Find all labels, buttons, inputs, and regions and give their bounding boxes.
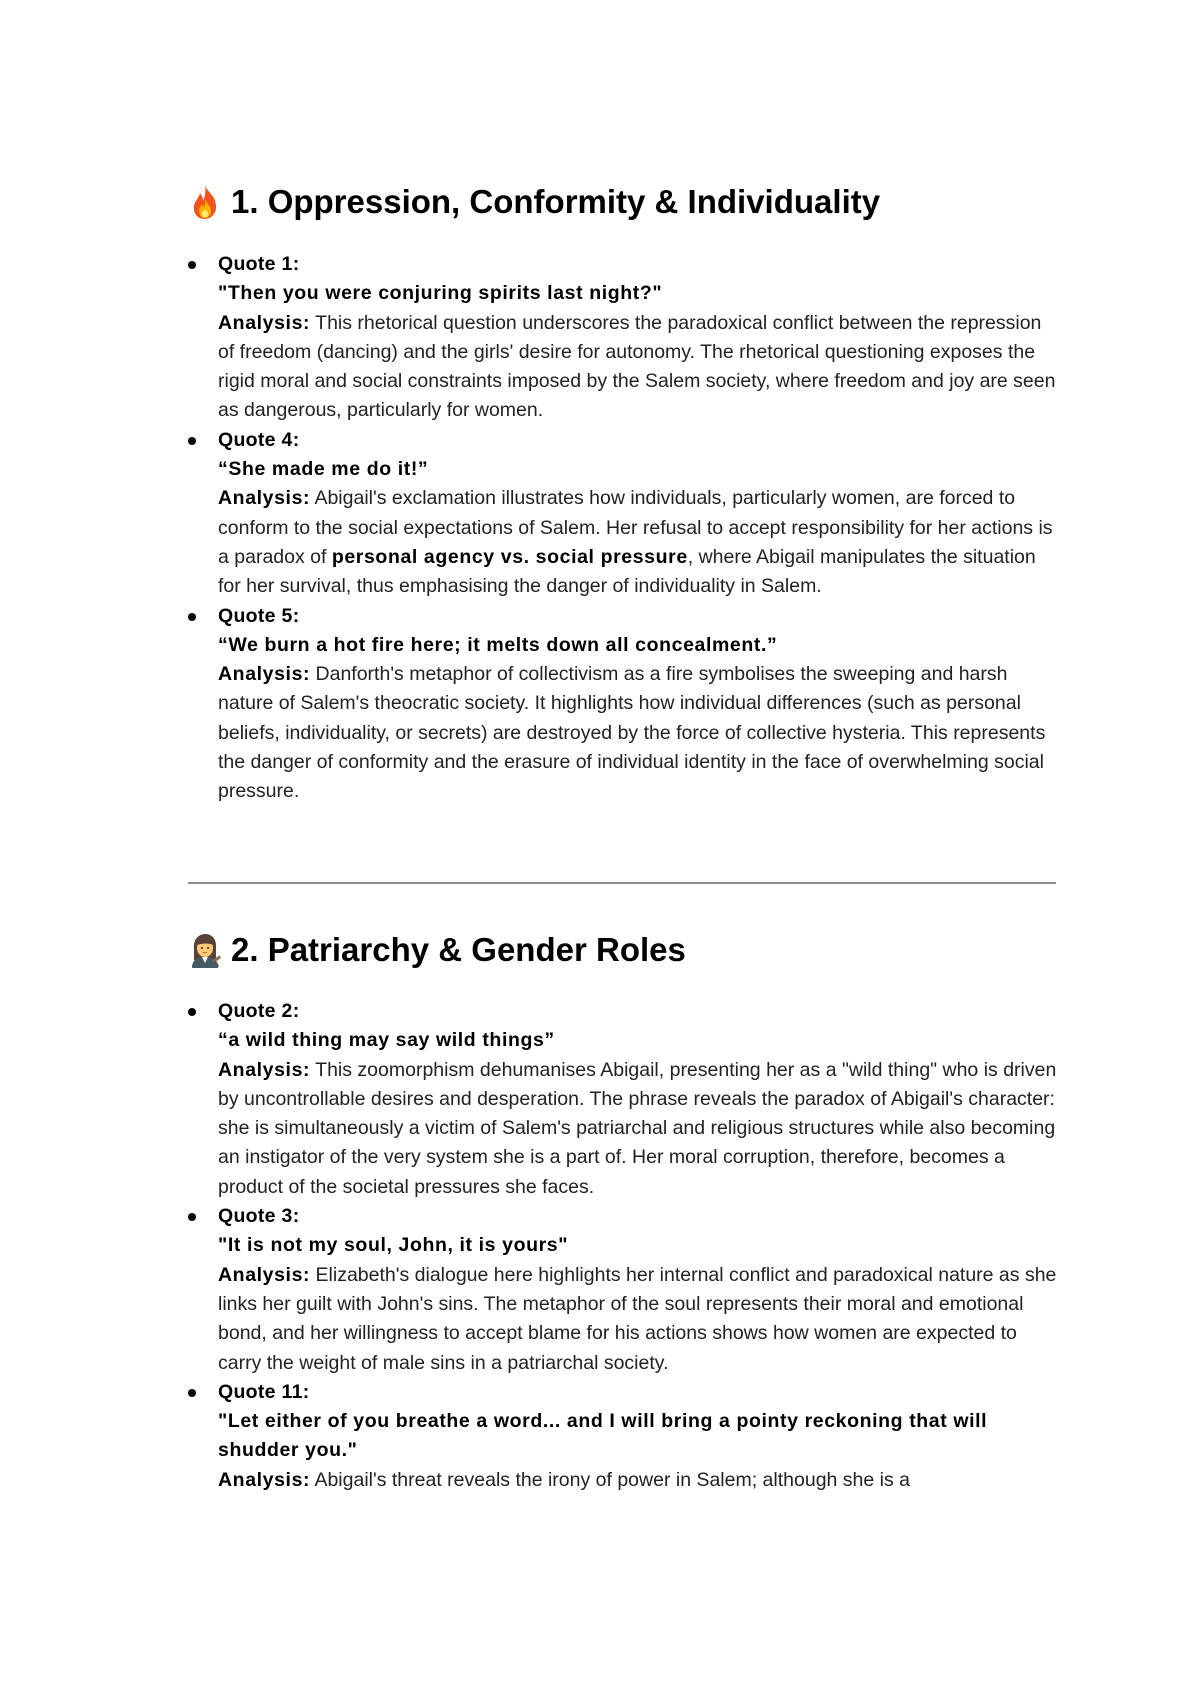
section-heading [185,930,686,970]
analysis-label: Analysis: [218,1058,311,1081]
list-item [218,997,1058,1202]
quote-label: Quote 5: [218,604,300,627]
woman-judge-icon [185,930,225,970]
analysis-body: Elizabeth's dialogue here highlights her internal conflict and paradoxical nature as she links her guilt with John's sins. The metaphor of the soul represents their moral and emotional bond, and her willingness to accept blame for his actions shows how women are expected to carry the weight of male sins in a patriarchal society. [218,1263,1057,1374]
bullet-icon [188,1213,196,1221]
quote-label: Quote 1: [218,253,300,275]
quote-list [218,997,1058,1495]
bullet-icon [188,1389,196,1397]
analysis-text [218,484,1058,601]
list-item [218,1378,1058,1495]
quote-label: Quote 11: [218,1380,310,1403]
analysis-body: Abigail's exclamation illustrates how individuals, particularly women, are forced to conform to the social expectations of Salem. Her refusal to accept responsibility for her actions is a paradox of [218,487,1053,568]
analysis-emphasis: personal agency vs. social pressure [331,545,688,568]
fire-icon [185,182,225,222]
analysis-body-end: , where Abigail manipulates the situation for her survival, thus emphasising the danger of individuality in Salem. [218,545,1036,598]
quote-text: "Let either of you breathe a word... and I will bring a pointy reckoning that will shudder you." [218,1410,988,1462]
list-item [218,426,1058,602]
bullet-icon [188,1008,196,1016]
analysis-label: Analysis: [218,311,311,334]
analysis-text [218,309,1058,426]
bullet-icon [188,613,196,621]
list-item [218,1202,1058,1378]
section-heading [185,182,880,222]
analysis-label: Analysis: [218,663,311,686]
bullet-icon [188,261,196,269]
quote-text: "Then you were conjuring spirits last night?" [218,282,663,305]
list-item [218,602,1058,807]
analysis-text [218,660,1058,806]
quote-label: Quote 3: [218,1205,300,1228]
horizontal-rule [188,882,1056,884]
analysis-text [218,1261,1058,1378]
analysis-body: Abigail's threat reveals the irony of power in Salem; although she is a [310,1468,911,1491]
list-item [218,250,1058,426]
quote-text: “She made me do it!” [218,458,429,481]
quote-text: “We burn a hot fire here; it melts down all concealment.” [218,633,778,656]
analysis-label: Analysis: [218,1263,311,1286]
analysis-body: This rhetorical question underscores the paradoxical conflict between the repression of freedom (dancing) and the girls' desire for autonomy. The rhetorical questioning exposes the rigid moral and social constraints imposed by the Salem society, where freedom and joy are seen as dangerous, particularly for women. [218,311,1056,422]
bullet-icon [188,437,196,445]
quote-text: "It is not my soul, John, it is yours" [218,1234,569,1257]
quote-text: “a wild thing may say wild things” [218,1029,555,1052]
analysis-text [218,1466,1058,1495]
quote-label: Quote 4: [218,428,300,451]
analysis-body: This zoomorphism dehumanises Abigail, presenting her as a "wild thing" who is driven by uncontrollable desires and desperation. The phrase reveals the paradox of Abigail's character: she is simultaneously a victim of Salem's patriarchal and religious structures while also becoming an instigator of the very system she is a part of. Her moral corruption, therefore, becomes a product of the societal pressures she faces. [218,1058,1057,1198]
section-title: 2. Patriarchy & Gender Roles [231,931,686,968]
analysis-label: Analysis: [218,487,311,510]
analysis-text [218,1056,1058,1202]
section-title: 1. Oppression, Conformity & Individuality [231,183,881,220]
quote-list [218,250,1058,807]
analysis-body: Danforth's metaphor of collectivism as a fire symbolises the sweeping and harsh nature of Salem's theocratic society. It highlights how individual differences (such as personal beliefs, individuality, or secrets) are destroyed by the force of collective hysteria. This represents the danger of conformity and the erasure of individual identity in the face of overwhelming social pressure. [218,663,1046,803]
quote-label: Quote 2: [218,1000,300,1022]
analysis-label: Analysis: [218,1468,311,1491]
